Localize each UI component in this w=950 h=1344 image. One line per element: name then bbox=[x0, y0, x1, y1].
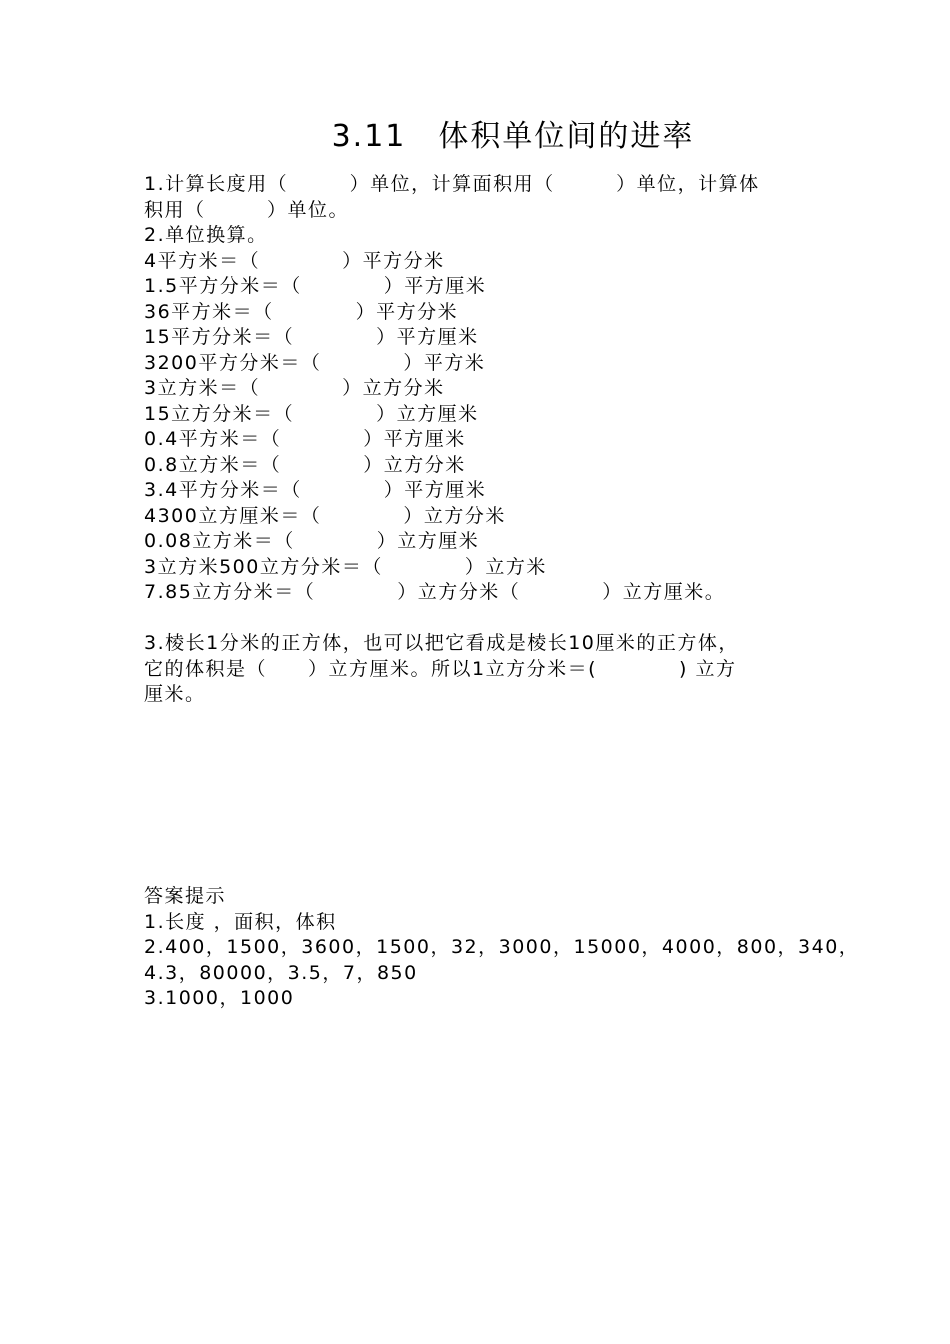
conversion-item: 1.5平方分米＝（ ）平方厘米 bbox=[144, 275, 487, 297]
conversion-item: 36平方米＝（ ）平方分米 bbox=[144, 300, 459, 323]
conversion-item: 3.4平方分米＝（ ）平方厘米 bbox=[144, 479, 487, 501]
conversion-item: 4300立方厘米＝（ ）立方分米 bbox=[144, 504, 506, 527]
conversion-item: 0.4平方米＝（ ）平方厘米 bbox=[144, 428, 466, 450]
conversion-item: 0.08立方米＝（ ）立方厘米 bbox=[144, 530, 480, 552]
question-1-line-2: 积用（ ）单位。 bbox=[144, 198, 350, 221]
conversion-item: 3立方米500立方分米＝（ ）立方米 bbox=[144, 555, 547, 578]
conversion-item: 3立方米＝（ ）立方分米 bbox=[144, 377, 445, 399]
question-2-heading: 2.单位换算。 bbox=[144, 224, 268, 246]
conversion-item: 3200平方分米＝（ ）平方米 bbox=[144, 351, 486, 374]
question-1-line-1: 1.计算长度用（ ）单位，计算面积用（ ）单位，计算体 bbox=[144, 173, 760, 195]
question-3-line-2: 它的体积是（ ）立方厘米。所以1立方分米＝( ) 立方 bbox=[144, 657, 737, 680]
conversion-item: 15平方分米＝（ ）平方厘米 bbox=[144, 326, 479, 348]
answer-heading: 答案提示 bbox=[144, 885, 227, 907]
answer-line-3: 4.3，80000，3.5，7，850 bbox=[144, 961, 418, 984]
conversion-item: 7.85立方分米＝（ ）立方分米（ ）立方厘米。 bbox=[144, 581, 726, 603]
answer-line-4: 3.1000，1000 bbox=[144, 987, 295, 1009]
questions-section bbox=[144, 172, 814, 708]
answer-line-1: 1.长度 ，面积，体积 bbox=[144, 910, 337, 933]
conversion-item: 15立方分米＝（ ）立方厘米 bbox=[144, 402, 479, 425]
conversion-item: 0.8立方米＝（ ）立方分米 bbox=[144, 453, 466, 476]
page-title: 3.11 体积单位间的进率 bbox=[331, 119, 695, 154]
answer-line-2: 2.400，1500，3600，1500，32，3000，15000，4000，800，340， bbox=[144, 936, 860, 958]
answer-section bbox=[144, 884, 860, 1012]
question-3-line-3: 厘米。 bbox=[144, 683, 206, 705]
conversion-item: 4平方米＝（ ）平方分米 bbox=[144, 249, 445, 272]
question-3-line-1: 3.棱长1分米的正方体，也可以把它看成是棱长10厘米的正方体， bbox=[144, 632, 739, 654]
spacer bbox=[144, 606, 814, 632]
